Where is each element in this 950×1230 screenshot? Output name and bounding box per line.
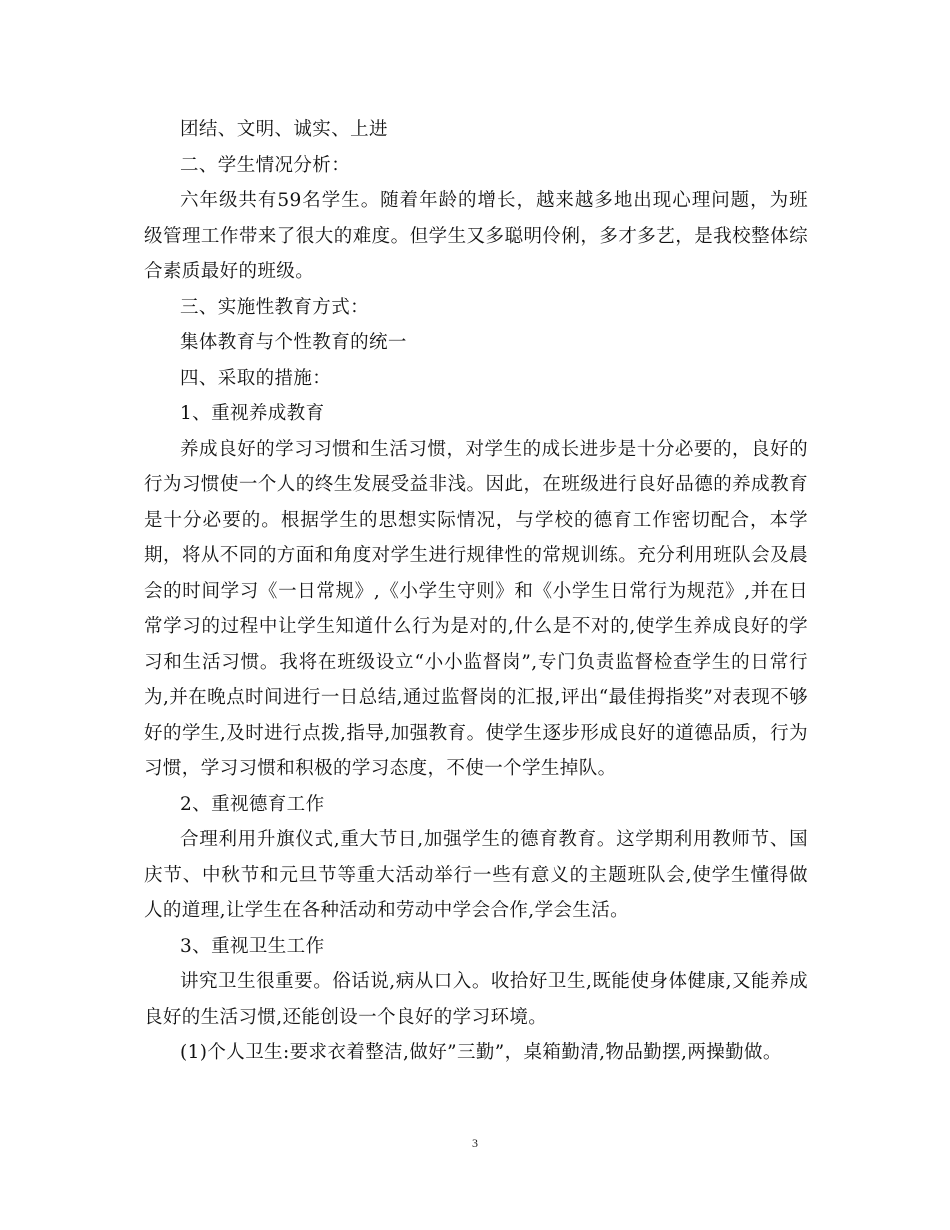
- page-number: 3: [472, 1136, 478, 1150]
- paragraph-student-analysis: 六年级共有59名学生。随着年龄的增长，越来越多地出现心理问题，为班级管理工作带来了很大的难度。但学生又多聪明伶俐，多才多艺，是我校整体综合素质最好的班级。: [144, 190, 808, 282]
- paragraph-moral-education: 合理利用升旗仪式,重大节日,加强学生的德育教育。这学期利用教师节、国庆节、中秋节和元旦节等重大活动举行一些有意义的主题班队会,使学生懂得做人的道理,让学生在各种活动和劳动中学会合作,学会生活。: [144, 829, 808, 921]
- document-body: [144, 112, 808, 1071]
- paragraph-personal-hygiene: (1)个人卫生:要求衣着整洁,做好”三勤”，桌箱勤清,物品勤摆,两操勤做。: [180, 1042, 782, 1063]
- heading-education-method: 三、实施性教育方式：: [180, 296, 370, 318]
- paragraph-education-method: 集体教育与个性教育的统一: [180, 332, 407, 353]
- paragraph-habit-education: 养成良好的学习习惯和生活习惯，对学生的成长进步是十分必要的，良好的行为习惯使一个人的终生发展受益非浅。因此，在班级进行良好品德的养成教育是十分必要的。根据学生的思想实际情况，与学校的德育工作密切配合，本学期，将从不同的方面和角度对学生进行规律性的常规训练。充分利用班队会及晨会的时间学习《一日常规》,《小学生守则》和《小学生日常行为规范》,并在日常学习的过程中让学生知道什么行为是对的,什么是不对的,使学生养成良好的学习和生活习惯。我将在班级设立“小小监督岗”,专门负责监督检查学生的日常行为,并在晚点时间进行一日总结,通过监督岗的汇报,评出“最佳拇指奖”对表现不够好的学生,及时进行点拨,指导,加强教育。使学生逐步形成良好的道德品质，行为习惯，学习习惯和积极的学习态度，不使一个学生掉队。: [144, 438, 808, 779]
- heading-measures: 四、采取的措施：: [180, 367, 332, 389]
- subheading-habit-education: 1、重视养成教育: [180, 403, 325, 424]
- subheading-moral-education: 2、重视德育工作: [180, 793, 325, 815]
- heading-student-analysis: 二、学生情况分析：: [180, 154, 351, 176]
- paragraph-motto: 团结、文明、诚实、上进: [180, 119, 388, 140]
- paragraph-hygiene-work: 讲究卫生很重要。俗话说,病从口入。收拾好卫生,既能使身体健康,又能养成良好的生活习惯,还能创设一个良好的学习环境。: [144, 971, 808, 1028]
- subheading-hygiene-work: 3、重视卫生工作: [180, 935, 325, 957]
